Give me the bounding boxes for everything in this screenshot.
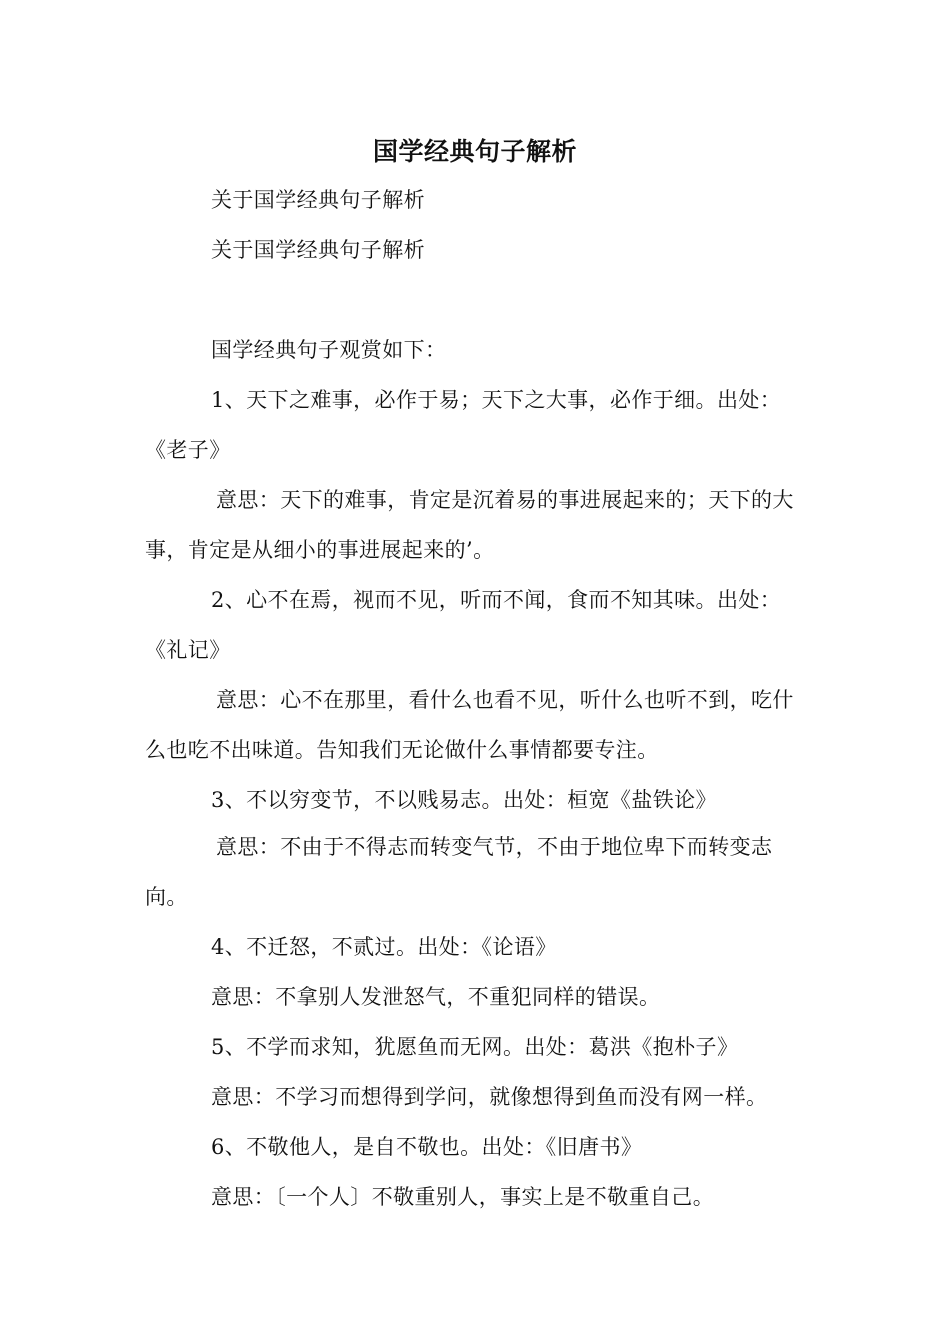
quote-paragraph: 2、心不在焉，视而不见，听而不闻，食而不知其味。出处：《礼记》 (145, 588, 782, 662)
subtitle-line: 关于国学经典句子解析 (211, 238, 425, 262)
meaning-paragraph: 意思：不由于不得志而转变气节，不由于地位卑下而转变志向。 (145, 835, 773, 909)
meaning-paragraph: 意思：不学习而想得到学问，就像想得到鱼而没有网一样。 (211, 1085, 768, 1109)
meaning-paragraph: 意思：天下的难事，肯定是沉着易的事进展起来的；天下的大事，肯定是从细小的事进展起来的’。 (145, 488, 794, 562)
quote-paragraph: 5、不学而求知，犹愿鱼而无网。出处：葛洪《抱朴子》 (211, 1035, 739, 1059)
quote-paragraph: 3、不以穷变节，不以贱易志。出处：桓宽《盐铁论》 (211, 788, 717, 812)
quote-paragraph: 6、不敬他人，是自不敬也。出处：《旧唐书》 (211, 1135, 643, 1159)
intro-paragraph: 国学经典句子观赏如下： (211, 338, 447, 362)
meaning-paragraph: 意思：〔一个人〕不敬重别人，事实上是不敬重自己。 (211, 1185, 715, 1209)
meaning-paragraph: 意思：不拿别人发泄怒气，不重犯同样的错误。 (211, 985, 661, 1009)
meaning-paragraph: 意思：心不在那里，看什么也看不见，听什么也听不到，吃什么也吃不出味道。告知我们无论做什么事情都要专注。 (145, 688, 794, 762)
subtitle-line: 关于国学经典句子解析 (211, 188, 425, 212)
quote-paragraph: 1、天下之难事，必作于易；天下之大事，必作于细。出处：《老子》 (145, 388, 782, 462)
quote-paragraph: 4、不迁怒，不贰过。出处：《论语》 (211, 935, 557, 959)
document-title: 国学经典句子解析 (372, 137, 577, 166)
